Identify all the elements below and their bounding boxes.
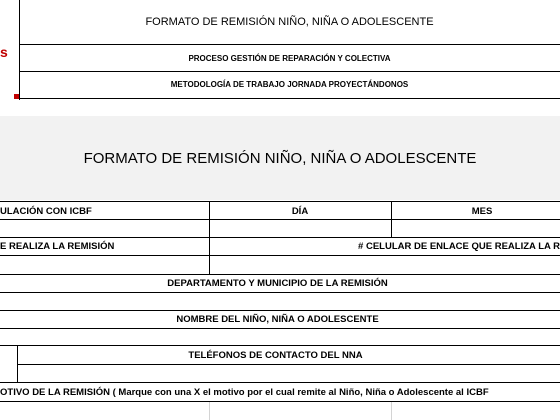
col-divider-1 [209, 201, 210, 274]
mes-input[interactable] [392, 220, 560, 236]
label-nombre: NOMBRE DEL NIÑO, NIÑA O ADOLESCENTE [176, 314, 379, 325]
row-line-j [0, 382, 560, 383]
grid-line [391, 402, 392, 420]
vinculacion-input[interactable] [0, 220, 209, 236]
grid-line [209, 402, 210, 420]
label-realiza: E REALIZA LA REMISIÓN [0, 241, 115, 252]
nombre-input[interactable] [0, 329, 560, 345]
row-line-f [0, 310, 560, 311]
header-methodology: METODOLOGÍA DE TRABAJO JORNADA PROYECTÁNDONOS [170, 80, 409, 89]
header-line-3 [19, 98, 560, 99]
label-dia: DÍA [291, 206, 309, 217]
main-title: FORMATO DE REMISIÓN NIÑO, NIÑA O ADOLESCENTE [83, 150, 477, 167]
row-line-b [0, 237, 560, 238]
title-band-bottom [0, 201, 560, 202]
header-line-1 [19, 44, 560, 45]
label-departamento: DEPARTAMENTO Y MUNICIPIO DE LA REMISIÓN [167, 278, 388, 289]
header-line-2 [19, 71, 560, 72]
label-vinculacion: ULACIÓN CON ICBF [0, 206, 92, 217]
row-line-k [0, 401, 560, 402]
header-process: PROCESO GESTIÓN DE REPARACIÓN Y COLECTIVA [188, 54, 391, 63]
dia-input[interactable] [210, 220, 391, 236]
col-divider-2 [391, 201, 392, 238]
celular-input[interactable] [210, 256, 560, 273]
departamento-input[interactable] [0, 293, 560, 310]
telefonos-input[interactable] [18, 365, 560, 381]
label-celular: # CELULAR DE ENLACE QUE REALIZA LA R [358, 241, 560, 252]
label-telefonos: TELÉFONOS DE CONTACTO DEL NNA [188, 350, 363, 361]
header-title: FORMATO DE REMISIÓN NIÑO, NIÑA O ADOLESCENTE [145, 16, 434, 28]
row-line-h [0, 345, 560, 346]
logo-fragment: s [0, 44, 8, 60]
label-mes: MES [471, 206, 493, 217]
row-line-d [0, 274, 560, 275]
label-motivo: OTIVO DE LA REMISIÓN ( Marque con una X el motivo por el cual remite al Niño, Niña o Adolescente al ICBF [0, 387, 489, 398]
realiza-input[interactable] [0, 256, 209, 273]
